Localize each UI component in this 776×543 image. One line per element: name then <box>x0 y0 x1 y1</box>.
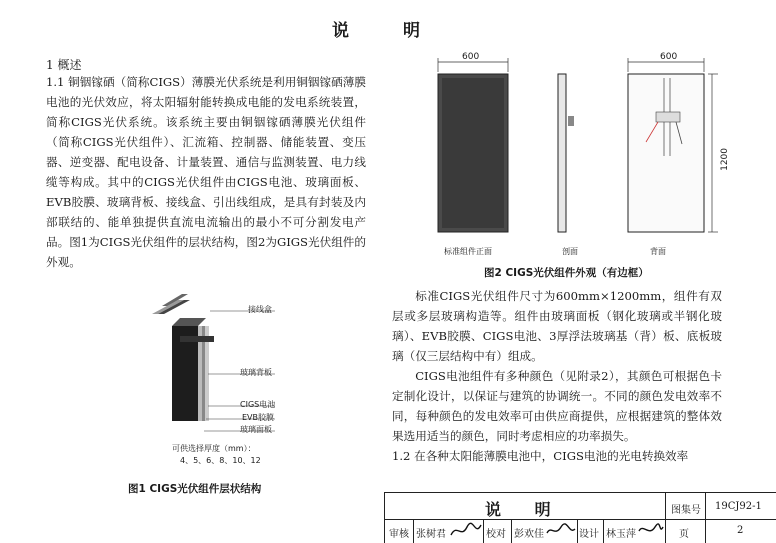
section-1-1-text <box>46 72 366 272</box>
fig1-caption: 图1 CIGS光伏组件层状结构 <box>128 483 262 495</box>
page-label: 页 <box>679 529 689 540</box>
right-column-text <box>392 286 722 466</box>
label-glass-back: 玻璃背板 <box>240 368 272 377</box>
design-label: 设计 <box>579 529 599 540</box>
label-cigs-cell: CIGS电池 <box>240 400 276 409</box>
fig2-view-back: 背面 <box>650 247 666 256</box>
title-block-name: 说 明 <box>485 500 565 519</box>
page-title: 说 明 <box>332 21 444 41</box>
designer-signature <box>637 521 665 541</box>
page-number: 2 <box>737 525 744 536</box>
fig2-height-dim: 1200 <box>720 148 730 171</box>
fig2-view-front: 标准组件正面 <box>444 247 492 256</box>
section-heading: 1 概述 <box>46 58 82 72</box>
label-junction-box: 接线盒 <box>248 305 272 314</box>
fig2-width-dim-back: 600 <box>660 52 678 62</box>
paragraph: CIGS电池组件有多种颜色（见附录2），其颜色可根据色卡定制化设计，以保证与建筑的协调统一。不同的颜色发电效率不同，每种颜色的发电效率可由供应商提供，应根据建筑的整体效果选用适当的颜色，同时考虑相应的功率损失。 <box>392 369 722 443</box>
label-glass-front: 玻璃面板 <box>240 425 272 434</box>
atlas-label: 图集号 <box>671 505 701 516</box>
fig2-view-section: 剖面 <box>562 247 578 256</box>
reviewer-name: 张树君 <box>416 529 446 540</box>
check-label: 校对 <box>486 529 506 540</box>
fig2-appearance-diagram <box>420 52 740 262</box>
checker-name: 彭欢佳 <box>514 529 544 540</box>
label-evb-film: EVB胶膜 <box>242 413 275 422</box>
title-block <box>384 492 776 543</box>
atlas-number: 19CJ92-1 <box>715 501 762 512</box>
paragraph: 1.2 在各种太阳能薄膜电池中，CIGS电池的光电转换效率 <box>392 449 689 463</box>
fig2-width-dim-front: 600 <box>462 52 480 62</box>
review-label: 审核 <box>389 529 409 540</box>
designer-name: 林玉萍 <box>606 529 636 540</box>
thickness-label: 可供选择厚度（mm）： <box>172 444 256 453</box>
fig2-caption: 图2 CIGS光伏组件外观（有边框） <box>484 267 649 279</box>
thickness-values: 4、5、6、8、10、12 <box>180 456 261 465</box>
reviewer-signature <box>449 521 483 541</box>
paragraph: 1.1 铜铟镓硒（简称CIGS）薄膜光伏系统是利用铜铟镓硒薄膜电池的光伏效应，将太阳辐射能转换成电能的发电系统装置，简称CIGS光伏系统。该系统主要由铜铟镓硒薄膜光伏组件（简称CIGS光伏组件）、汇流箱、控制器、储能装置、变压器、逆变器、配电设备、计量装置、通信与监测装置、电力线缆等构成。其中的CIGS光伏组件由CIGS电池、玻璃面板、EVB胶膜、玻璃背板、接线盒、引出线组成，是具有封装及内部联结的、能单独提供直流电流输出的最小不可分割发电产品。图1为CIGS光伏组件的层状结构，图2为GIGS光伏组件的外观。 <box>46 75 366 269</box>
checker-signature <box>545 521 577 541</box>
paragraph: 标准CIGS光伏组件尺寸为600mm×1200mm，组件有双层或多层玻璃构造等。组件由玻璃面板（钢化玻璃或半钢化玻璃）、EVB胶膜、CIGS电池、3厚浮法玻璃基（背）板、底板玻璃（仅三层结构中有）组成。 <box>392 289 722 363</box>
